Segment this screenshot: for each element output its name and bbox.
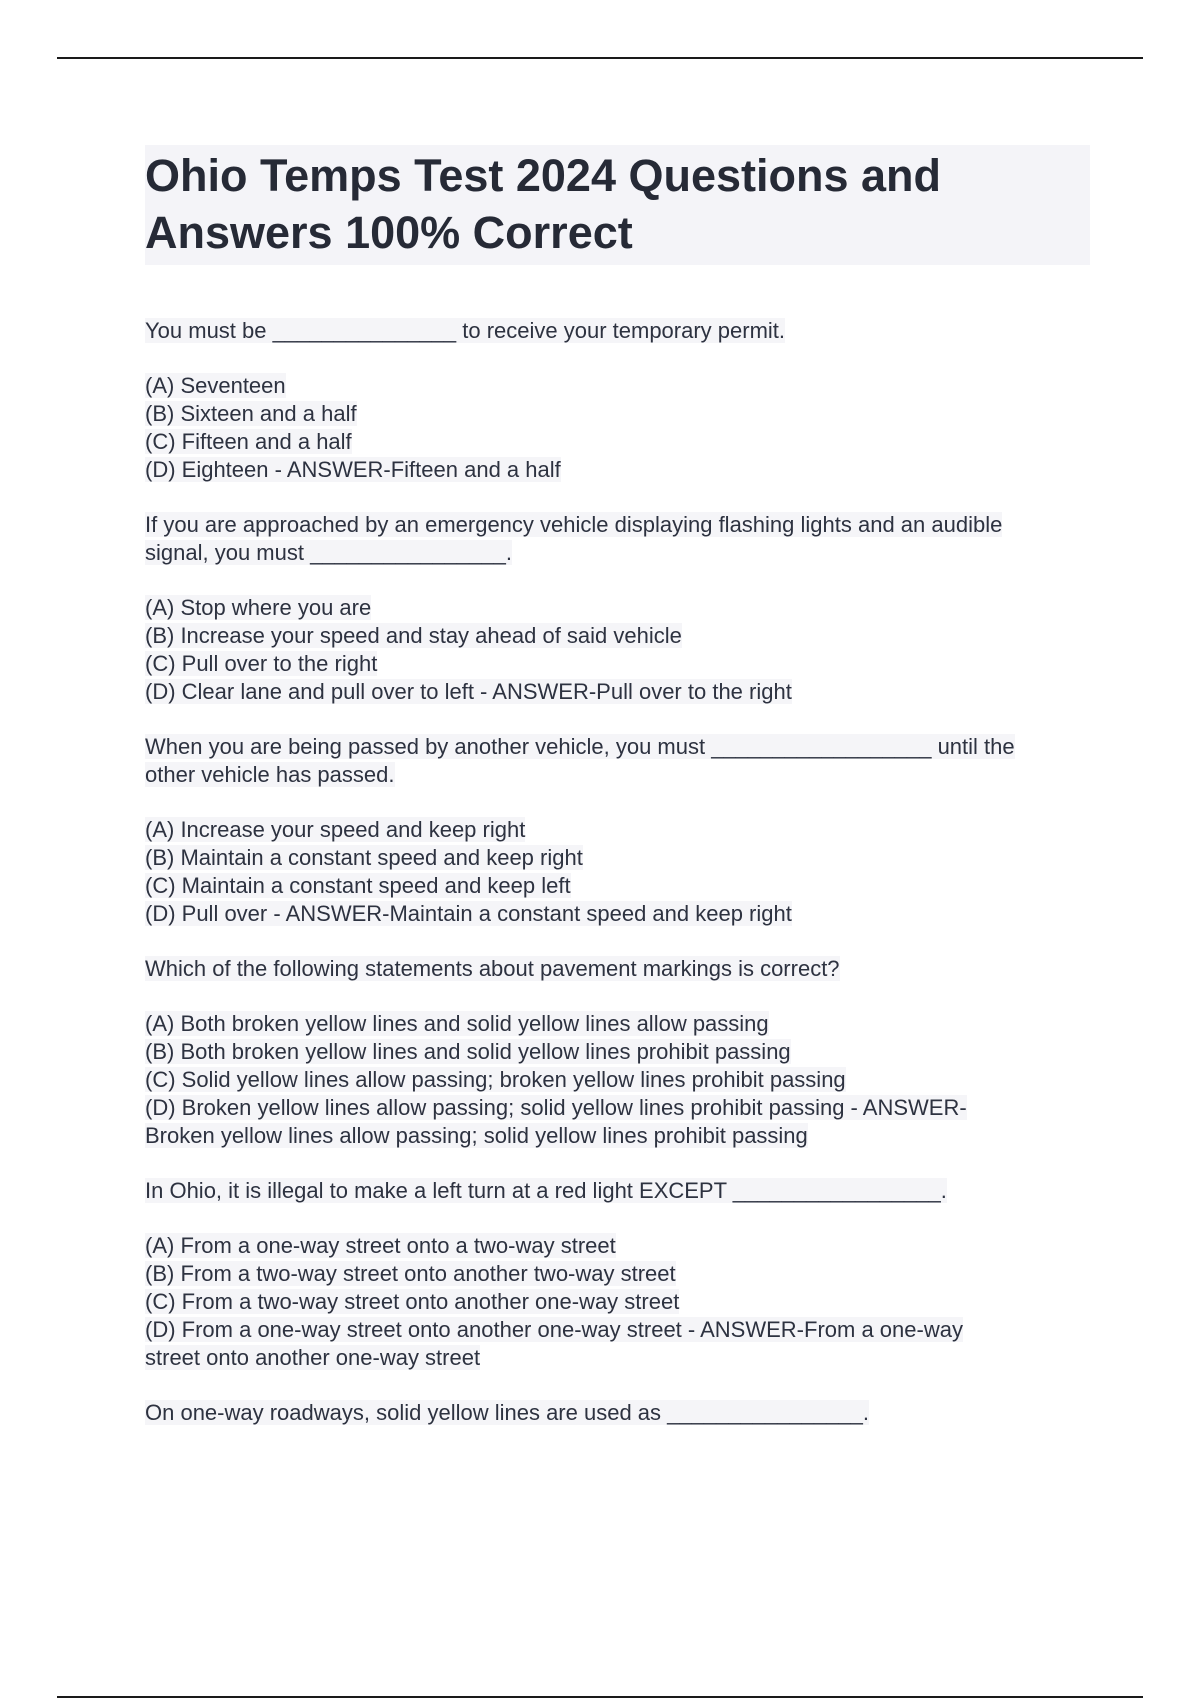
question-line-text: Which of the following statements about pavement markings is correct? <box>145 956 840 981</box>
answer-option-text: (C) Fifteen and a half <box>145 429 352 454</box>
document-body <box>145 145 1090 1427</box>
answer-option <box>145 1010 1090 1038</box>
question-line-text: other vehicle has passed. <box>145 762 395 787</box>
answer-option-text: (B) Sixteen and a half <box>145 401 357 426</box>
answer-option-text: (C) From a two-way street onto another one-way street <box>145 1289 680 1314</box>
answer-option-text: Broken yellow lines allow passing; solid yellow lines prohibit passing <box>145 1123 808 1148</box>
answer-option-text: (B) Increase your speed and stay ahead of said vehicle <box>145 623 682 648</box>
answer-option-text: (A) From a one-way street onto a two-way street <box>145 1233 616 1258</box>
answer-option-text: (A) Stop where you are <box>145 595 372 620</box>
document-title <box>145 147 1090 261</box>
answer-option <box>145 872 1090 900</box>
question-line-text: signal, you must ________________. <box>145 540 512 565</box>
answer-option <box>145 428 1090 456</box>
answer-option <box>145 372 1090 400</box>
answer-option <box>145 1288 1090 1316</box>
answer-option <box>145 678 1090 706</box>
answer-options <box>145 1010 1090 1150</box>
question-line <box>145 317 1090 345</box>
answer-option <box>145 400 1090 428</box>
answer-option-text: (D) Eighteen - ANSWER-Fifteen and a half <box>145 457 561 482</box>
question-line <box>145 955 1090 983</box>
question-text <box>145 1399 1090 1427</box>
answer-option <box>145 900 1090 928</box>
answer-options <box>145 372 1090 484</box>
answer-option <box>145 1316 1090 1344</box>
answer-option-text: (C) Maintain a constant speed and keep left <box>145 873 571 898</box>
answer-option <box>145 816 1090 844</box>
answer-option-text: (A) Increase your speed and keep right <box>145 817 526 842</box>
answer-option <box>145 1344 1090 1372</box>
question-line <box>145 733 1090 761</box>
question-text <box>145 317 1090 345</box>
title-line: Answers 100% Correct <box>145 207 633 258</box>
question-list <box>145 317 1090 1427</box>
question-line <box>145 539 1090 567</box>
answer-option <box>145 650 1090 678</box>
answer-option-text: (C) Solid yellow lines allow passing; broken yellow lines prohibit passing <box>145 1067 846 1092</box>
answer-option <box>145 1094 1090 1122</box>
question-line <box>145 1177 1090 1205</box>
answer-option-text: (B) Maintain a constant speed and keep right <box>145 845 583 870</box>
bottom-rule <box>57 1696 1143 1698</box>
question-line-text: On one-way roadways, solid yellow lines are used as ________________. <box>145 1400 870 1425</box>
answer-option-text: (D) From a one-way street onto another one-way street - ANSWER-From a one-way <box>145 1317 963 1342</box>
question-line-text: If you are approached by an emergency vehicle displaying flashing lights and an audible <box>145 512 1003 537</box>
title-box <box>145 145 1090 265</box>
question-line <box>145 511 1090 539</box>
answer-option-text: (A) Both broken yellow lines and solid yellow lines allow passing <box>145 1011 769 1036</box>
title-line: Ohio Temps Test 2024 Questions and <box>145 150 942 201</box>
question-line <box>145 761 1090 789</box>
answer-options <box>145 816 1090 928</box>
answer-option <box>145 1232 1090 1260</box>
question-text <box>145 733 1090 789</box>
answer-option <box>145 1122 1090 1150</box>
answer-option-text: (D) Pull over - ANSWER-Maintain a constant speed and keep right <box>145 901 792 926</box>
answer-option <box>145 844 1090 872</box>
answer-option <box>145 1260 1090 1288</box>
answer-option-text: (C) Pull over to the right <box>145 651 378 676</box>
answer-option-text: (D) Clear lane and pull over to left - ANSWER-Pull over to the right <box>145 679 792 704</box>
answer-option-text: (A) Seventeen <box>145 373 286 398</box>
answer-option <box>145 594 1090 622</box>
answer-option-text: (D) Broken yellow lines allow passing; solid yellow lines prohibit passing - ANSWER- <box>145 1095 967 1120</box>
question-text <box>145 955 1090 983</box>
answer-options <box>145 1232 1090 1372</box>
question-line-text: When you are being passed by another vehicle, you must __________________ until the <box>145 734 1015 759</box>
top-rule <box>57 57 1143 59</box>
question-line-text: You must be _______________ to receive your temporary permit. <box>145 318 786 343</box>
answer-option-text: (B) From a two-way street onto another two-way street <box>145 1261 676 1286</box>
question-text <box>145 1177 1090 1205</box>
question-line-text: In Ohio, it is illegal to make a left turn at a red light EXCEPT _________________. <box>145 1178 947 1203</box>
answer-option-text: street onto another one-way street <box>145 1345 481 1370</box>
answer-option <box>145 622 1090 650</box>
question-text <box>145 511 1090 567</box>
answer-option <box>145 1066 1090 1094</box>
question-line <box>145 1399 1090 1427</box>
answer-option <box>145 1038 1090 1066</box>
answer-option <box>145 456 1090 484</box>
answer-option-text: (B) Both broken yellow lines and solid yellow lines prohibit passing <box>145 1039 791 1064</box>
answer-options <box>145 594 1090 706</box>
